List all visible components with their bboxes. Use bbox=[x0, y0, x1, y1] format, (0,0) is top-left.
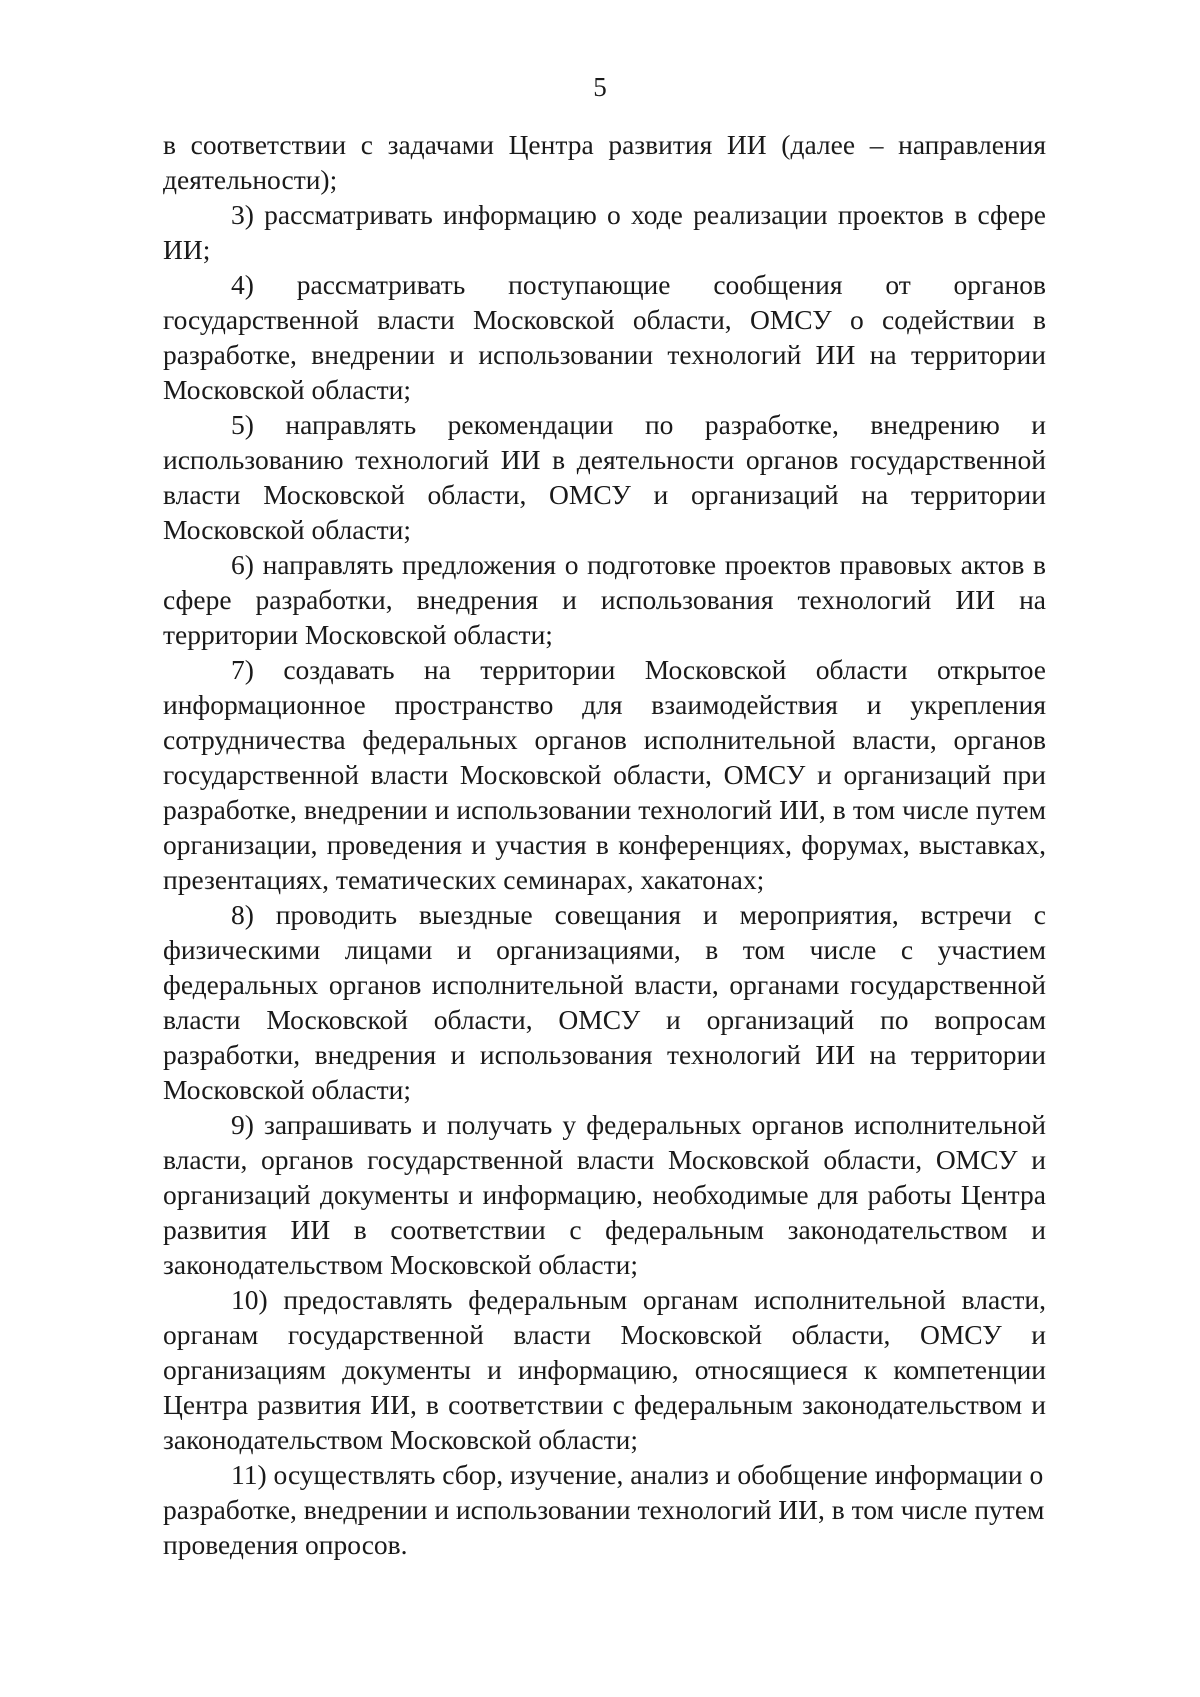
list-item-8: 8) проводить выездные совещания и мероприятия, встречи с физическими лицами и организациями, в том числе с участием федеральных органов исполнительной власти, органами государственной власти Московской области, ОМСУ и организаций по вопросам разработки, внедрения и использования технологий ИИ на территории Московской области; bbox=[163, 899, 1046, 1105]
list-item-11: 11) осуществлять сбор, изучение, анализ и обобщение информации о разработке, внедрении и использовании технологий ИИ, в том числе путем проведения опросов. bbox=[163, 1459, 1045, 1560]
list-item-9: 9) запрашивать и получать у федеральных органов исполнительной власти, органов государственной власти Московской области, ОМСУ и организаций документы и информацию, необходимые для работы Центра развития ИИ в соответствии с федеральным законодательством и законодательством Московской области; bbox=[163, 1109, 1046, 1280]
list-item-7: 7) создавать на территории Московской области открытое информационное пространство для взаимодействия и укрепления сотрудничества федеральных органов исполнительной власти, органов государственной власти Московской области, ОМСУ и организаций при разработке, внедрении и использовании технологий ИИ, в том числе путем организации, проведения и участия в конференциях, форумах, выставках, презентациях, тематических семинарах, хакатонах; bbox=[163, 654, 1046, 895]
list-item-4: 4) рассматривать поступающие сообщения от органов государственной власти Московской области, ОМСУ о содействии в разработке, внедрении и использовании технологий ИИ на территории Московской области; bbox=[163, 269, 1046, 405]
list-item-6: 6) направлять предложения о подготовке проектов правовых актов в сфере разработки, внедрения и использования технологий ИИ на территории Московской области; bbox=[163, 549, 1046, 650]
paragraph-continuation: в соответствии с задачами Центра развития ИИ (далее – направления деятельности); bbox=[163, 129, 1046, 195]
page-number: 5 bbox=[593, 72, 607, 102]
document-body bbox=[163, 127, 1046, 1562]
list-item-3: 3) рассматривать информацию о ходе реализации проектов в сфере ИИ; bbox=[163, 199, 1046, 265]
list-item-5: 5) направлять рекомендации по разработке, внедрению и использованию технологий ИИ в деятельности органов государственной власти Московской области, ОМСУ и организаций на территории Московской области; bbox=[163, 409, 1046, 545]
list-item-10: 10) предоставлять федеральным органам исполнительной власти, органам государственной власти Московской области, ОМСУ и организациям документы и информацию, относящиеся к компетенции Центра развития ИИ, в соответствии с федеральным законодательством и законодательством Московской области; bbox=[163, 1284, 1046, 1455]
